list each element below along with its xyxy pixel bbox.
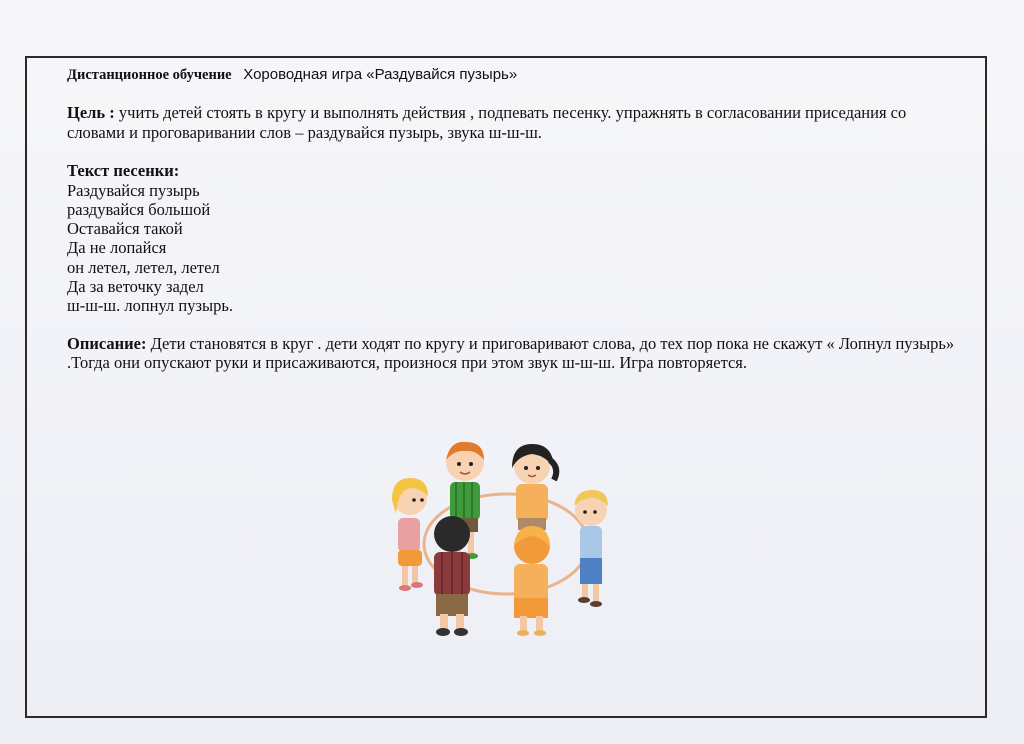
children-circle-dance-illustration <box>384 434 624 644</box>
song-line: Да не лопайся <box>67 238 167 258</box>
goal-paragraph <box>67 103 957 142</box>
game-title: Хороводная игра «Раздувайся пузырь» <box>243 66 518 83</box>
song-title: Текст песенки: <box>67 161 180 180</box>
song-lines <box>67 181 957 316</box>
child-figure <box>392 478 428 591</box>
description-label: Описание: <box>67 333 147 353</box>
song-line: ш-ш-ш. лопнул пузырь. <box>67 296 233 316</box>
description-text: Дети становятся в круг . дети ходят по кругу и приговаривают слова, до тех пор пока не скажут « Лопнул пузырь» .Тогда они опускают руки и присаживаются, произнося при этом звук ш-ш-ш. Игра повторяется. <box>67 333 955 373</box>
song-line: Раздувайся пузырь <box>67 180 200 200</box>
child-figure <box>574 490 608 607</box>
song-line: он летел, летел, летел <box>67 257 220 277</box>
song-line: Да за веточку задел <box>67 276 204 296</box>
song-line: раздувайся большой <box>67 199 211 219</box>
goal-label: Цель : <box>67 103 115 122</box>
child-figure <box>514 526 550 636</box>
child-figure <box>434 516 470 636</box>
document-content <box>67 66 957 373</box>
goal-text: учить детей стоять в кругу и выполнять действия , подпевать песенку. упражнять в согласовании приседания со словами и проговаривании слов – раздувайся пузырь, звука ш-ш-ш. <box>67 103 907 142</box>
song-line: Оставайся такой <box>67 219 183 239</box>
description-paragraph <box>67 334 957 373</box>
heading-label: Дистанционное обучение <box>67 67 232 83</box>
document-heading <box>67 66 957 84</box>
